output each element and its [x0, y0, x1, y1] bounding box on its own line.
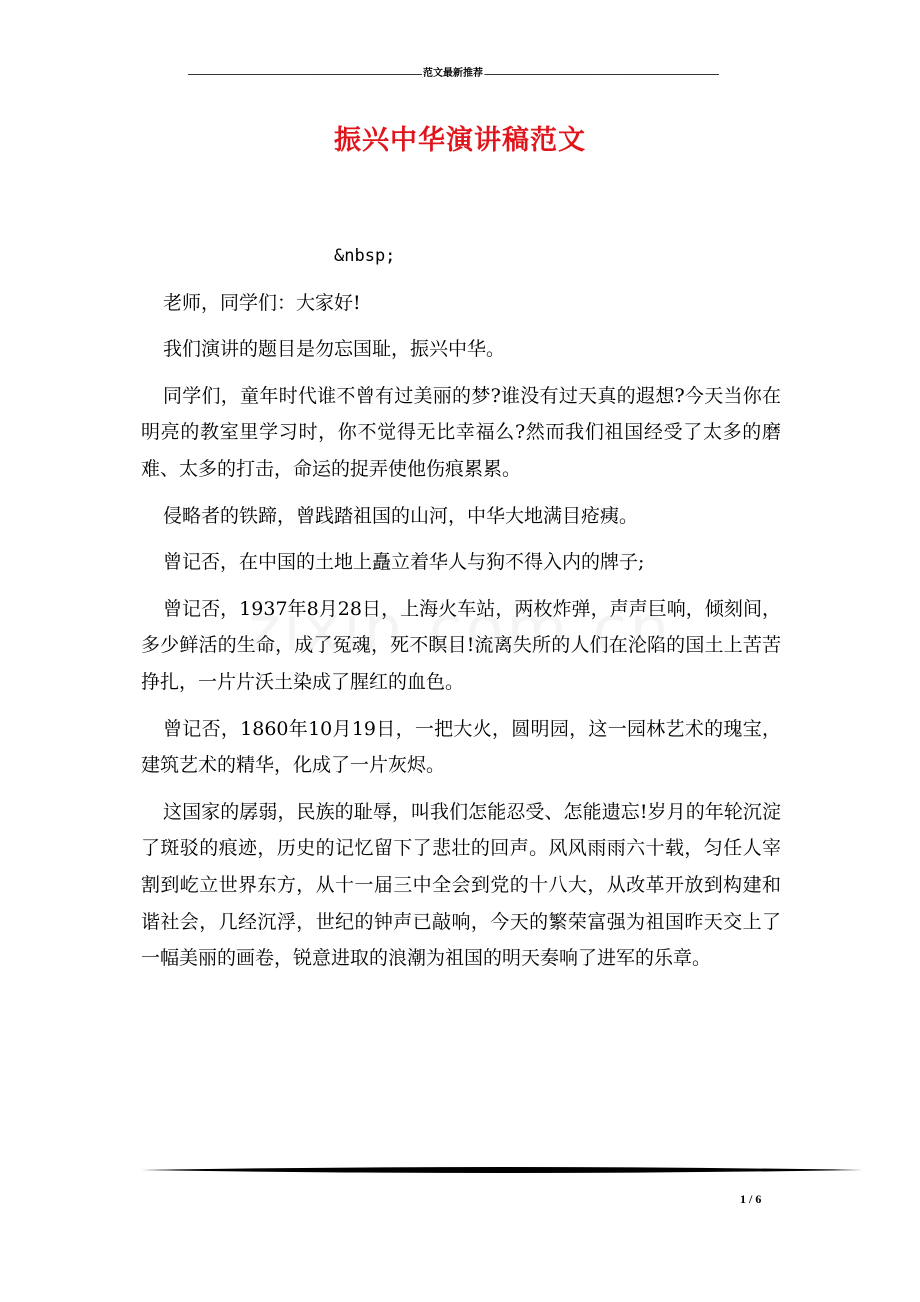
header-rule-right: ----------------------------------------------------------------------------------------: [484, 68, 719, 80]
paragraph-nbsp: &nbsp;: [334, 246, 396, 266]
paragraph: 我们演讲的题目是勿忘国耻，振兴中华。: [163, 338, 506, 361]
paragraph: 曾记否，1860年10月19日，一把大火，圆明园，这一园林艺术的瑰宝，建筑艺术的精华，化成了一片灰烬。: [141, 717, 781, 777]
paragraph: 曾记否，在中国的土地上矗立着华人与狗不得入内的牌子;: [163, 551, 645, 574]
document-body: [141, 238, 781, 977]
header-rule-left: ----------------------------------------------------------------------------------------: [187, 68, 422, 80]
paragraph: 侵略者的铁蹄，曾践踏祖国的山河，中华大地满目疮痍。: [163, 504, 639, 527]
page-number: 1 / 6: [740, 1192, 762, 1206]
footer-divider: [141, 1165, 863, 1175]
paragraph: 这国家的孱弱，民族的耻辱，叫我们怎能忍受、怎能遗忘!岁月的年轮沉淀了斑驳的痕迹，历史的记忆留下了悲壮的回声。风风雨雨六十载，匀任人宰割到屹立世界东方，从十一届三中全会到党的十八大，从改革开放到构建和谐社会，几经沉浮，世纪的钟声已敲响，今天的繁荣富强为祖国昨天交上了一幅美丽的画卷，锐意进取的浪潮为祖国的明天奏响了进军的乐章。: [141, 800, 781, 970]
page-header: [138, 66, 768, 82]
header-label: 范文最新推荐: [423, 68, 483, 79]
paragraph: 同学们，童年时代谁不曾有过美丽的梦?谁没有过天真的遐想?今天当你在明亮的教室里学习时，你不觉得无比幸福么?然而我们祖国经受了太多的磨难、太多的打击，命运的捉弄使他伤痕累累。: [141, 384, 781, 480]
paragraph: 曾记否，1937年8月28日，上海火车站，两枚炸弹，声声巨响，倾刻间，多少鲜活的生命，成了冤魂，死不瞑目!流离失所的人们在沦陷的国土上苦苦挣扎，一片片沃土染成了腥红的血色。: [141, 597, 781, 693]
paragraph-greeting: 老师，同学们：大家好!: [163, 291, 361, 314]
document-title: 振兴中华演讲稿范文: [334, 125, 586, 156]
